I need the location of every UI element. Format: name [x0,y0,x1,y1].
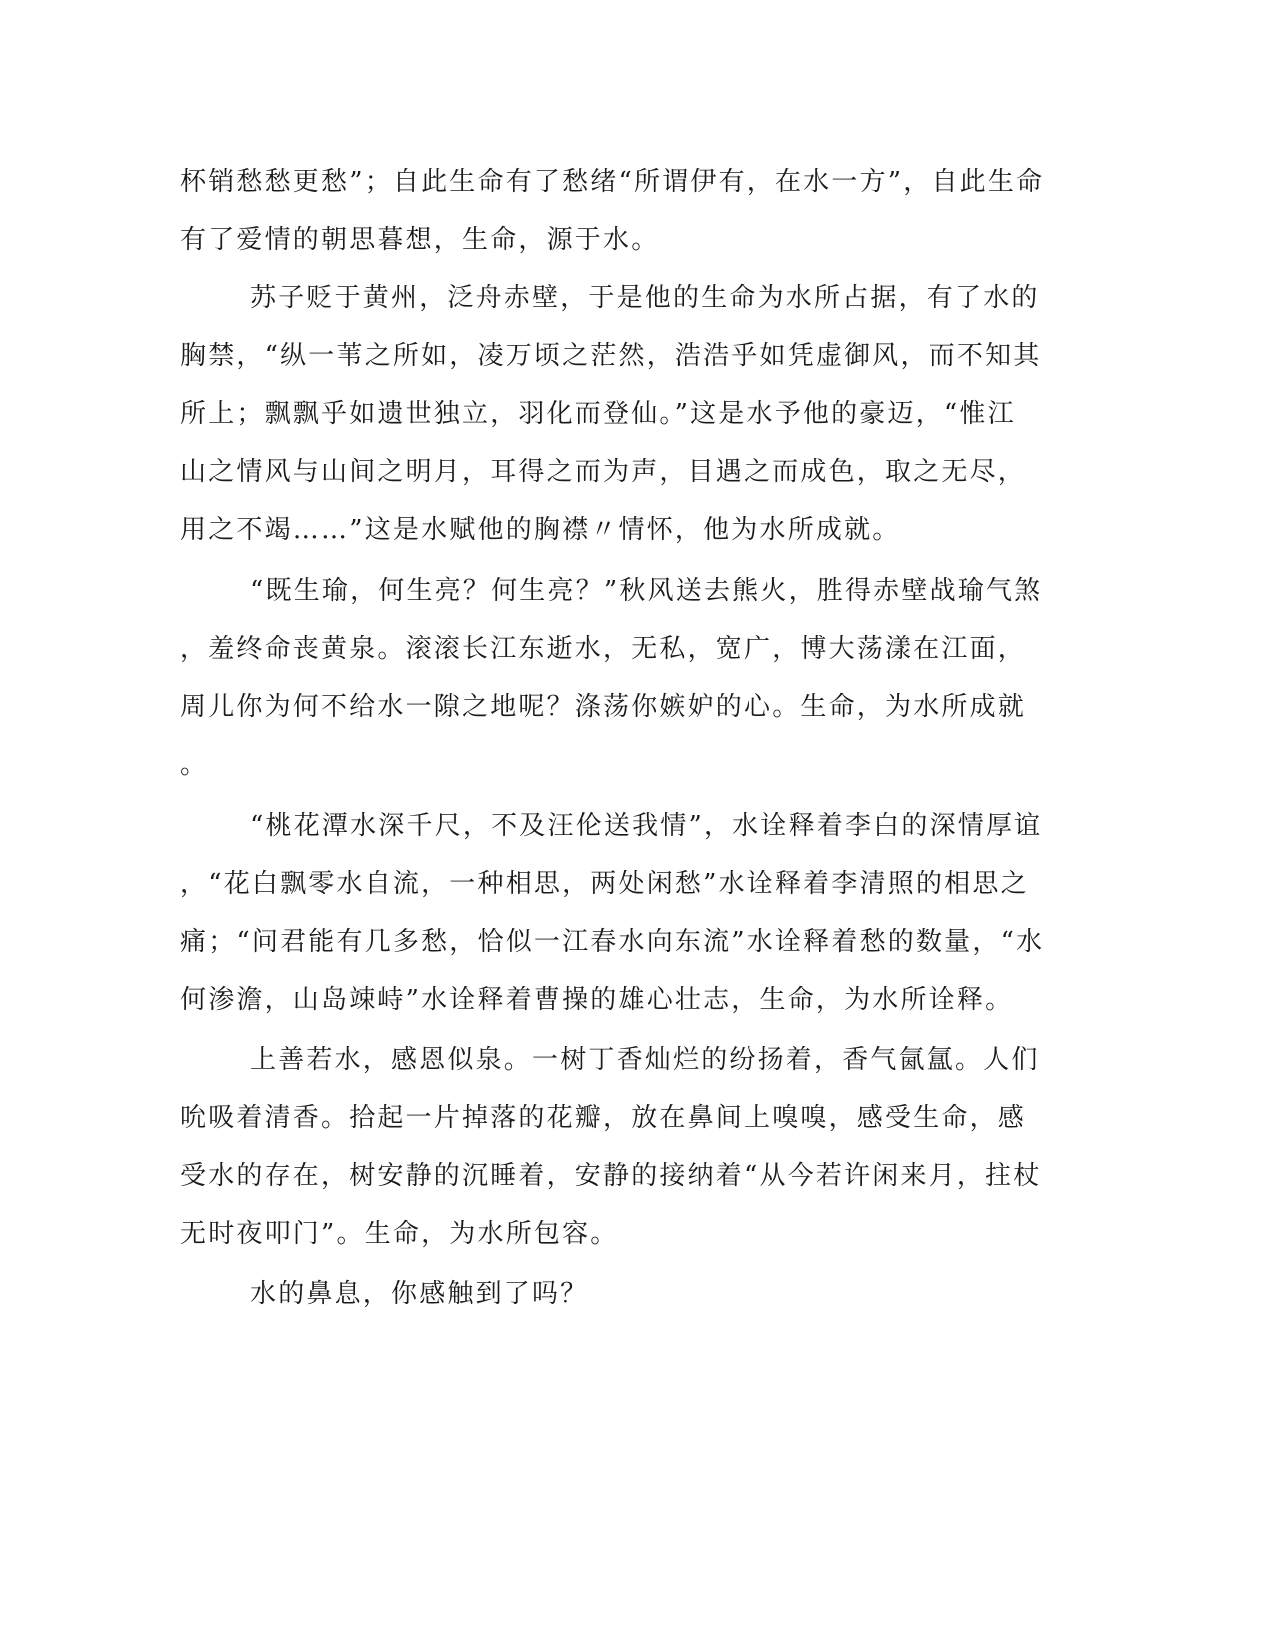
text-line: 胸禁，“纵一苇之所如，凌万顷之茫然，浩浩乎如凭虚御风，而不知其 [180,341,1042,371]
paragraph-first-line: “桃花潭水深千尺，不及汪伦送我情”，水诠释着李白的深情厚谊 [250,811,1043,841]
paragraph-first-line: 水的鼻息，你感触到了吗？ [250,1279,589,1309]
text-line: 无时夜叩门”。生命，为水所包容。 [180,1219,619,1249]
text-line: ，羞终命丧黄泉。滚滚长江东逝水，无私，宽广，博大荡漾在江面， [180,634,1027,664]
text-line: 周儿你为何不给水一隙之地呢？涤荡你嫉妒的心。生命，为水所成就 [180,692,1027,722]
text-line: 。 [180,750,209,780]
text-line: ，“花白飘零水自流，一种相思，两处闲愁”水诠释着李清照的相思之 [180,869,1029,899]
paragraph-first-line: “既生瑜，何生亮？何生亮？”秋风送去熊火，胜得赤壁战瑜气煞 [250,576,1043,606]
text-line: 吮吸着清香。拾起一片掉落的花瓣，放在鼻间上嗅嗅，感受生命，感 [180,1103,1027,1133]
text-line: 山之情风与山间之明月，耳得之而为声，目遇之而成色，取之无尽， [180,457,1027,487]
text-line: 杯销愁愁更愁”；自此生命有了愁绪“所谓伊有，在水一方”，自此生命 [180,167,1045,197]
text-line: 有了爱情的朝思暮想，生命，源于水。 [180,225,660,255]
text-line: 用之不竭……”这是水赋他的胸襟〃情怀，他为水所成就。 [180,515,901,545]
text-line: 受水的存在，树安静的沉睡着，安静的接纳着“从今若许闲来月，拄杖 [180,1161,1042,1191]
text-line: 所上；飘飘乎如遗世独立，羽化而登仙。”这是水予他的豪迈，“惟江 [180,399,1016,429]
text-line: 痛；“问君能有几多愁，恰似一江春水向东流”水诠释着愁的数量，“水 [180,927,1045,957]
paragraph-first-line: 苏子贬于黄州，泛舟赤壁，于是他的生命为水所占据，有了水的 [250,283,1040,313]
text-line: 何渗澹，山岛竦峙”水诠释着曹操的雄心壮志，生命，为水所诠释。 [180,985,1014,1015]
paragraph-first-line: 上善若水，感恩似泉。一树丁香灿烂的纷扬着，香气氤氲。人们 [250,1045,1040,1075]
